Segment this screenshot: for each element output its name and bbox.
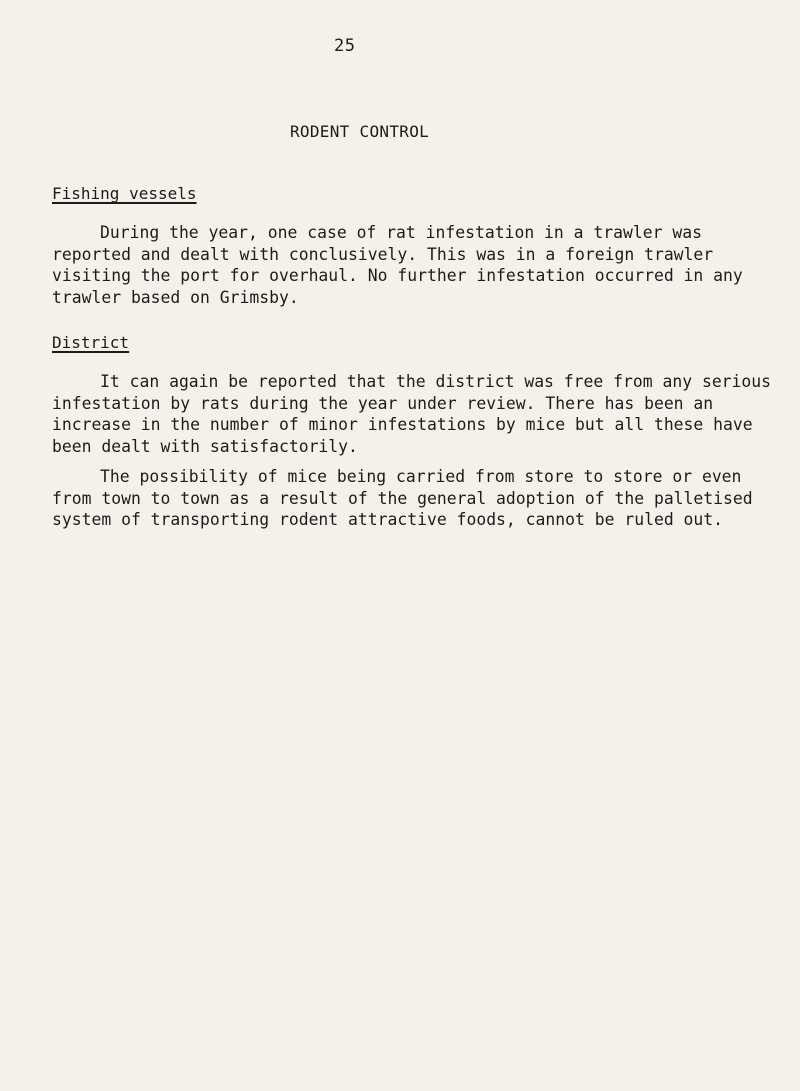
paragraph-line: trawler based on Grimsby. [52,287,299,307]
paragraph-line: from town to town as a result of the general adoption of the palletised [52,488,753,508]
page-number: 25 [334,36,356,56]
paragraph-line: visiting the port for overhaul. No further infestation occurred in any [52,266,743,285]
paragraph-line: been dealt with satisfactorily. [52,436,358,456]
paragraph-line: increase in the number of minor infestations by mice but all these have [52,415,753,434]
paragraph-line: reported and dealt with conclusively. This was in a foreign trawler [52,244,714,264]
paragraph-line: It can again be reported that the district was free from any serious [100,372,772,391]
paragraph-line: The possibility of mice being carried from store to store or even [100,467,742,486]
page-title: RODENT CONTROL [290,122,430,141]
section-heading-district: District [52,333,130,352]
paragraph-district-2 [52,466,753,531]
paragraph-fishing-vessels [52,222,742,308]
paragraph-line: infestation by rats during the year under review. There has been an [52,393,714,413]
paragraph-district-1 [52,371,772,457]
paragraph-line: During the year, one case of rat infestation in a trawler was [100,223,702,242]
paragraph-line: system of transporting rodent attractive foods, cannot be ruled out. [52,510,724,529]
section-heading-fishing-vessels: Fishing vessels [52,184,197,203]
